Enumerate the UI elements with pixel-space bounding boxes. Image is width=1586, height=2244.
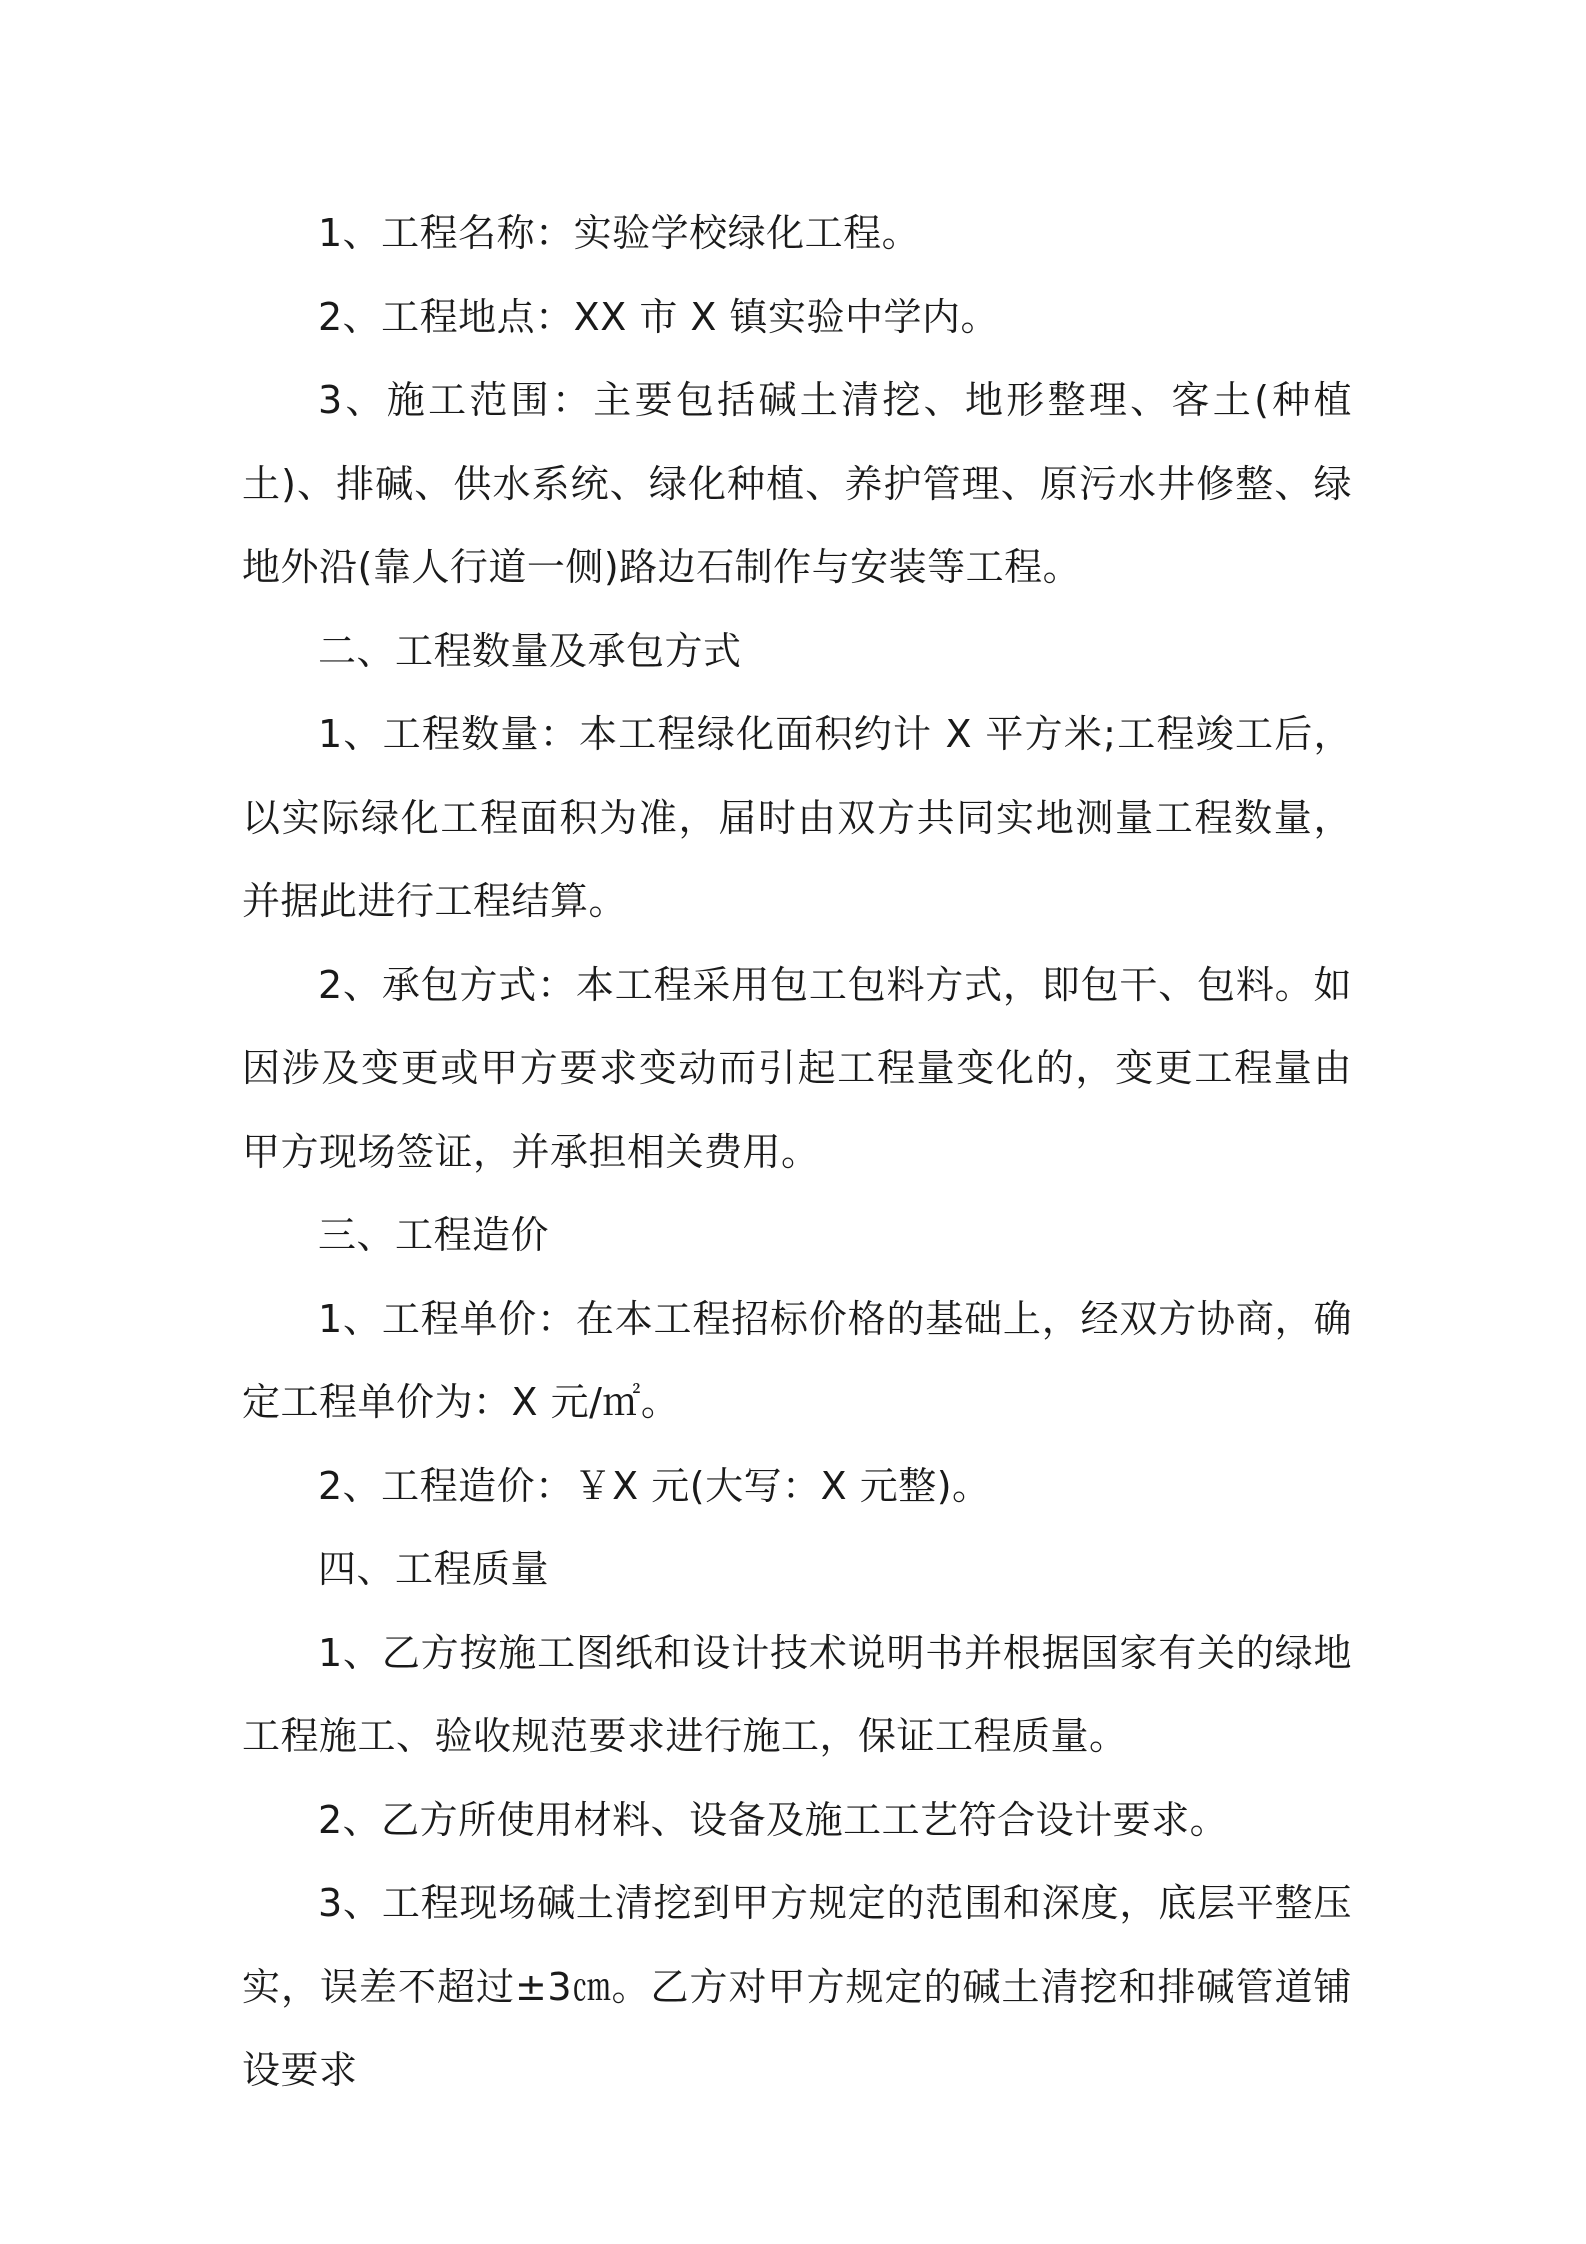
section-heading-quantity: 二、工程数量及承包方式 <box>318 628 742 673</box>
paragraph-total-cost: 2、工程造价：￥X 元(大写：X 元整)。 <box>318 1463 991 1508</box>
document-body <box>242 192 1352 2113</box>
paragraph-project-quantity: 1、工程数量：本工程绿化面积约计 X 平方米;工程竣工后，以实际绿化工程面积为准，届时由双方共同实地测量工程数量，并据此进行工程结算。 <box>242 712 1352 923</box>
paragraph-materials: 2、乙方所使用材料、设备及施工工艺符合设计要求。 <box>318 1797 1229 1842</box>
paragraph-project-location: 2、工程地点：XX 市 X 镇实验中学内。 <box>318 294 1000 339</box>
section-heading-quality: 四、工程质量 <box>318 1547 550 1591</box>
paragraph-contract-method: 2、承包方式：本工程采用包工包料方式，即包干、包料。如因涉及变更或甲方要求变动而引起工程量变化的，变更工程量由甲方现场签证，并承担相关费用。 <box>242 962 1352 1174</box>
paragraph-project-name: 1、工程名称：实验学校绿化工程。 <box>318 211 921 255</box>
paragraph-excavation: 3、工程现场碱土清挖到甲方规定的范围和深度，底层平整压实，误差不超过±3㎝。乙方对甲方规定的碱土清挖和排碱管道铺设要求 <box>242 1881 1352 2092</box>
paragraph-quality-standard: 1、乙方按施工图纸和设计技术说明书并根据国家有关的绿地工程施工、验收规范要求进行施工，保证工程质量。 <box>242 1630 1352 1758</box>
paragraph-construction-scope: 3、施工范围：主要包括碱土清挖、地形整理、客土(种植土)、排碱、供水系统、绿化种植、养护管理、原污水井修整、绿地外沿(靠人行道一侧)路边石制作与安装等工程。 <box>242 378 1352 589</box>
section-heading-cost: 三、工程造价 <box>318 1213 550 1257</box>
paragraph-unit-price: 1、工程单价：在本工程招标价格的基础上，经双方协商，确定工程单价为：X 元/㎡。 <box>242 1296 1352 1424</box>
